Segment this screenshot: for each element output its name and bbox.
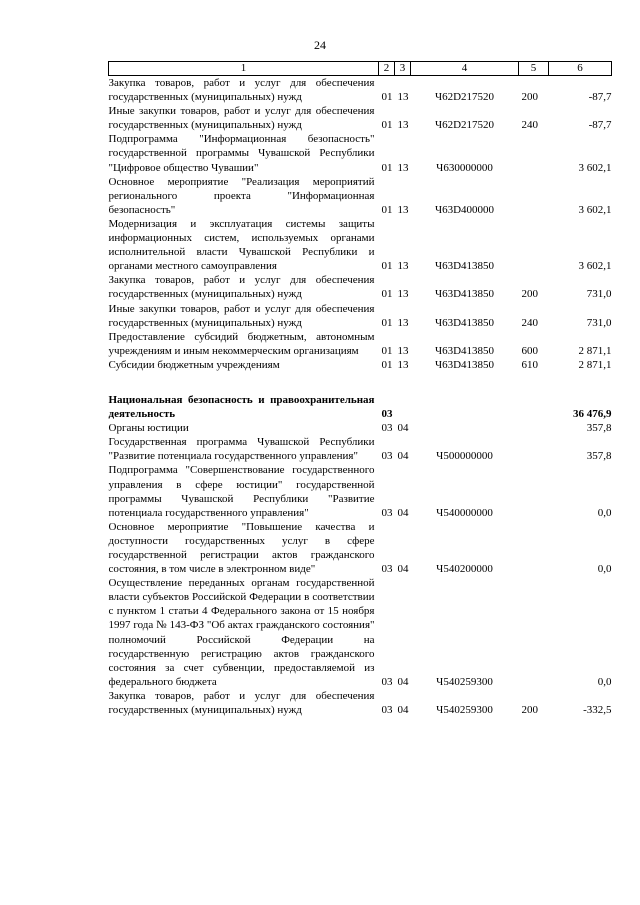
row-name-cell: Государственная программа Чувашской Республики "Развитие потенциала государственного управления" (108, 436, 375, 463)
row-section-cell: 03 (381, 450, 393, 463)
row-name-cell: Национальная безопасность и правоохранительная деятельность (108, 393, 375, 421)
row-section-cell: 01 (381, 260, 393, 273)
table-row (109, 393, 612, 421)
row-subsection-cell: 13 (397, 358, 409, 371)
row-name-cell: Субсидии бюджетным учреждениям (108, 358, 280, 371)
row-subsection-cell: 04 (397, 506, 409, 519)
row-target-article-cell: Ч63D400000 (434, 203, 495, 216)
row-section-cell: 03 (381, 675, 393, 688)
row-section-cell: 01 (381, 316, 393, 329)
row-amount-cell: 357,8 (586, 450, 612, 463)
row-expense-type-cell: 610 (521, 358, 538, 371)
row-name-cell: Осуществление переданных органам государственной власти субъектов Российской Федерации в соответствии с пунктом 1 статьи 4 Федерального закона от 15 ноября 1997 года № 143-ФЗ "Об актах гражданского состояния" полномочий Российской Федерации на государственную регистрацию актов гражданского состояния за счет субвенции, предоставляемой из федерального бюджета (108, 577, 375, 688)
row-section-cell: 01 (381, 91, 393, 104)
row-name-cell: Основное мероприятие "Повышение качества и доступности государственных услуг в сфере государственной регистрации актов гражданского состояния, в том числе в электронном виде" (108, 520, 375, 576)
row-section-cell: 03 (381, 563, 393, 576)
col-header-section: 2 (379, 62, 395, 76)
row-expense-type-cell (519, 520, 549, 576)
row-expense-type-cell: 200 (521, 91, 538, 104)
page-number: 24 (314, 38, 326, 52)
row-expense-type-cell (519, 463, 549, 519)
table-row (109, 132, 612, 174)
row-target-article-cell: Ч63D413850 (434, 260, 495, 273)
row-name-cell: Иные закупки товаров, работ и услуг для обеспечения государственных (муниципальных) нужд (108, 105, 375, 132)
row-subsection-cell: 04 (397, 675, 409, 688)
row-target-article-cell: Ч500000000 (436, 450, 493, 463)
row-amount-cell: 731,0 (586, 316, 612, 329)
table-row (109, 576, 612, 689)
row-amount-cell: 0,0 (597, 506, 612, 519)
row-section-cell: 01 (381, 203, 393, 216)
row-target-article-cell: Ч62D217520 (434, 91, 495, 104)
row-name-cell: Закупка товаров, работ и услуг для обеспечения государственных (муниципальных) нужд (108, 689, 375, 717)
row-target-article-cell: Ч63D413850 (434, 288, 495, 301)
table-row (109, 76, 612, 105)
row-subsection-cell: 13 (397, 260, 409, 273)
row-name-cell: Подпрограмма "Совершенствование государственного управления в сфере юстиции" государственной программы Чувашской Республики "Развитие потенциала государственного управления" (108, 464, 375, 519)
row-target-article-cell: Ч540000000 (436, 506, 493, 519)
row-subsection-cell: 13 (397, 91, 409, 104)
row-amount-cell: 2 871,1 (578, 344, 612, 357)
row-amount-cell: 0,0 (597, 563, 612, 576)
table-row (109, 689, 612, 717)
table-row (109, 330, 612, 358)
row-amount-cell: 357,8 (586, 422, 612, 435)
table-header-row (109, 62, 612, 76)
row-amount-cell: 3 602,1 (578, 260, 612, 273)
row-subsection-cell (395, 393, 411, 421)
row-target-article-cell: Ч540259300 (436, 704, 493, 717)
row-target-article-cell (411, 421, 519, 435)
table-row (109, 175, 612, 217)
row-target-article-cell: Ч540200000 (436, 563, 493, 576)
row-name-cell: Модернизация и эксплуатация системы защиты информационных систем, используемых органами исполнительной власти Чувашской Республики и органами местного самоуправления (108, 217, 375, 273)
row-expense-type-cell (519, 435, 549, 463)
row-subsection-cell: 04 (397, 450, 409, 463)
row-name-cell: Органы юстиции (108, 422, 189, 435)
table-row (109, 520, 612, 576)
row-name-cell: Закупка товаров, работ и услуг для обеспечения государственных (муниципальных) нужд (108, 274, 375, 301)
row-name-cell: Иные закупки товаров, работ и услуг для обеспечения государственных (муниципальных) нужд (108, 302, 375, 329)
row-name-cell: Подпрограмма "Информационная безопасность" государственной программы Чувашской Республики "Цифровое общество Чувашии" (108, 133, 375, 174)
col-header-name: 1 (109, 62, 379, 76)
row-expense-type-cell: 240 (521, 316, 538, 329)
row-amount-cell: -87,7 (588, 119, 612, 132)
row-subsection-cell: 13 (397, 161, 409, 174)
row-amount-cell: 3 602,1 (578, 203, 612, 216)
table-row (109, 104, 612, 132)
table-spacer-row (109, 372, 612, 393)
col-header-subsection: 3 (395, 62, 411, 76)
row-subsection-cell: 13 (397, 203, 409, 216)
row-section-cell: 01 (381, 288, 393, 301)
row-amount-cell: -87,7 (588, 91, 612, 104)
row-name-cell: Основное мероприятие "Реализация мероприятий регионального проекта "Информационная безопасность" (108, 175, 375, 216)
row-expense-type-cell (519, 576, 549, 689)
row-target-article-cell: Ч630000000 (436, 161, 493, 174)
row-amount-cell: 2 871,1 (578, 358, 612, 371)
row-section-cell: 01 (381, 344, 393, 357)
row-section-cell: 03 (381, 408, 393, 421)
row-section-cell: 03 (381, 422, 393, 435)
row-section-cell: 03 (381, 506, 393, 519)
row-subsection-cell: 04 (397, 704, 409, 717)
row-amount-cell: 731,0 (586, 288, 612, 301)
table-body (109, 76, 612, 718)
table-row (109, 463, 612, 519)
row-section-cell: 01 (381, 358, 393, 371)
table-row (109, 273, 612, 301)
row-expense-type-cell: 600 (521, 344, 538, 357)
row-subsection-cell: 13 (397, 288, 409, 301)
row-subsection-cell: 13 (397, 316, 409, 329)
row-subsection-cell: 13 (397, 119, 409, 132)
row-expense-type-cell (519, 393, 549, 421)
table-row (109, 358, 612, 372)
row-target-article-cell (411, 393, 519, 421)
table-row (109, 435, 612, 463)
row-subsection-cell: 13 (397, 344, 409, 357)
row-expense-type-cell (519, 132, 549, 174)
row-amount-cell: 36 476,9 (573, 408, 612, 421)
row-subsection-cell: 04 (397, 422, 409, 435)
col-header-amount: 6 (549, 62, 612, 76)
row-name-cell: Закупка товаров, работ и услуг для обеспечения государственных (муниципальных) нужд (108, 77, 375, 104)
row-section-cell: 03 (381, 704, 393, 717)
table-row (109, 217, 612, 273)
row-target-article-cell: Ч63D413850 (434, 358, 495, 371)
row-amount-cell: 3 602,1 (578, 161, 612, 174)
col-header-expense-type: 5 (519, 62, 549, 76)
row-target-article-cell: Ч62D217520 (434, 119, 495, 132)
row-expense-type-cell: 240 (521, 119, 538, 132)
table-row (109, 302, 612, 330)
row-section-cell: 01 (381, 119, 393, 132)
budget-table (108, 61, 612, 717)
spacer-cell (109, 372, 612, 393)
row-name-cell: Предоставление субсидий бюджетным, автономным учреждениям и иным некоммерческим организациям (108, 330, 375, 357)
row-expense-type-cell (519, 217, 549, 273)
row-target-article-cell: Ч63D413850 (434, 316, 495, 329)
row-target-article-cell: Ч63D413850 (434, 344, 495, 357)
row-target-article-cell: Ч540259300 (436, 675, 493, 688)
row-amount-cell: -332,5 (583, 704, 612, 717)
row-expense-type-cell (519, 421, 549, 435)
row-section-cell: 01 (381, 161, 393, 174)
col-header-target-article: 4 (411, 62, 519, 76)
row-expense-type-cell (519, 175, 549, 217)
row-subsection-cell: 04 (397, 563, 409, 576)
row-expense-type-cell: 200 (521, 288, 538, 301)
row-amount-cell: 0,0 (597, 675, 612, 688)
table-row (109, 421, 612, 435)
row-expense-type-cell: 200 (521, 704, 538, 717)
